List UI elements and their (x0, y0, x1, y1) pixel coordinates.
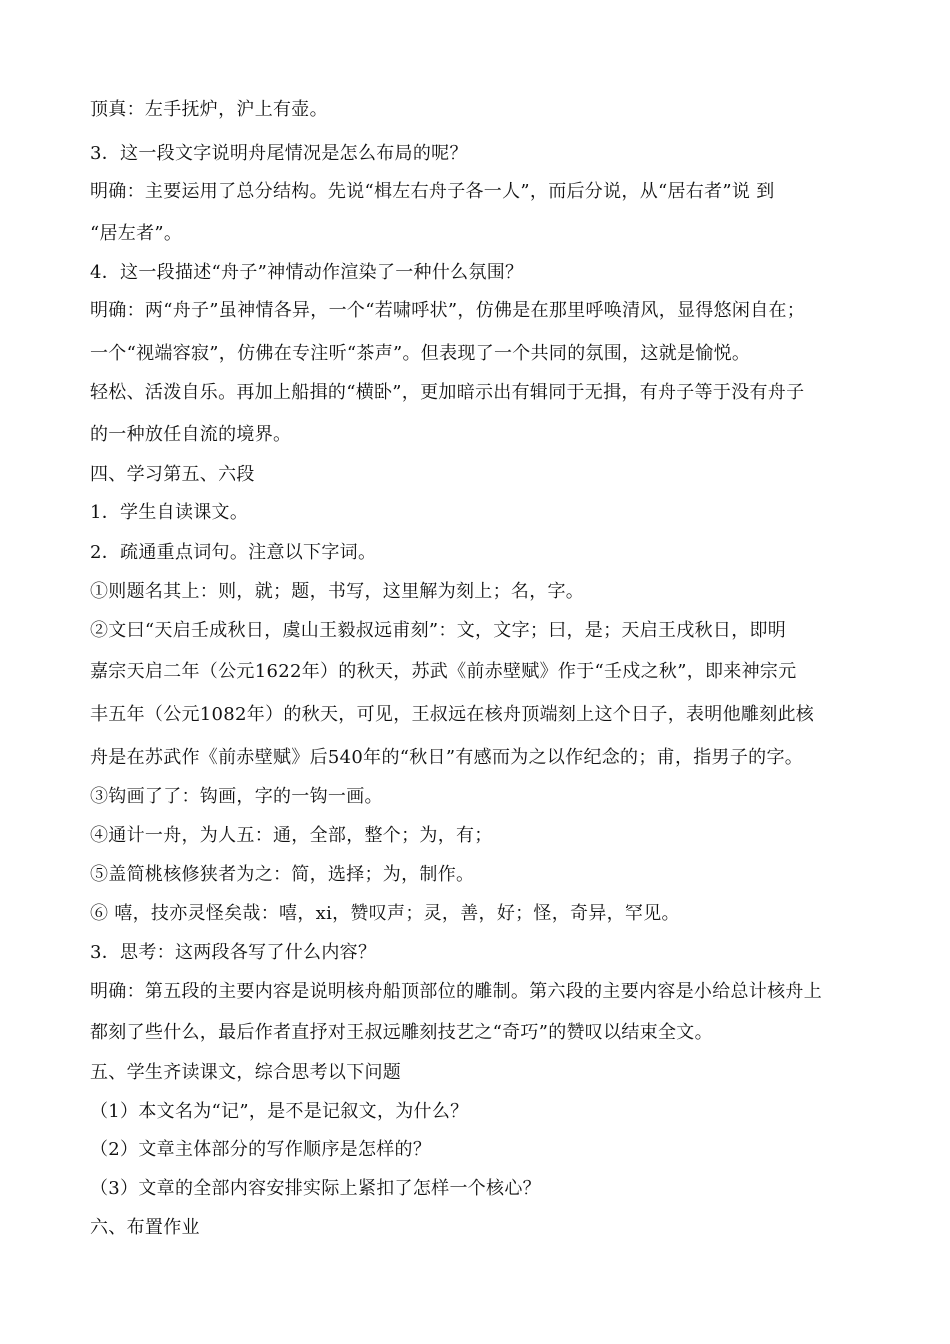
text-line: 2．疏通重点词句。注意以下字词。 (90, 542, 377, 563)
text-line: 一个“视端容寂”，仿佛在专注听“茶声”。但表现了一个共同的氛围，这就是愉悦。 (90, 343, 751, 364)
text-line: ④通计一舟，为人五：通，全部，整个；为，有； (90, 825, 493, 846)
text-line: ⑥ 嘻，技亦灵怪矣哉：嘻，xi，赞叹声；灵，善，好；怪，奇异，罕见。 (90, 903, 680, 924)
section-heading: 六、布置作业 (90, 1217, 200, 1238)
text-line: 丰五年（公元1082年）的秋天，可见，王叔远在核舟顶端刻上这个日子，表明他雕刻此核 (90, 704, 815, 725)
text-line: ⑤盖简桃核修狭者为之：简，选择；为，制作。 (90, 864, 475, 885)
text-line: 嘉宗天启二年（公元1622年）的秋天，苏武《前赤壁赋》作于“壬戍之秋”，即来神宗元 (90, 661, 797, 682)
question-item: （2）文章主体部分的写作顺序是怎样的？ (90, 1139, 432, 1160)
text-line: 1．学生自读课文。 (90, 502, 249, 523)
text-line: 都刻了些什么，最后作者直抒对王叔远雕刻技艺之“奇巧”的赞叹以结束全文。 (90, 1022, 713, 1043)
text-line: 明确：第五段的主要内容是说明核舟船顶部位的雕制。第六段的主要内容是小给总计核舟上 (90, 981, 822, 1002)
text-line: 3．思考：这两段各写了什么内容？ (90, 942, 377, 963)
text-line: 3．这一段文字说明舟尾情况是怎么布局的呢？ (90, 143, 468, 164)
text-line: 的一种放任自流的境界。 (90, 424, 292, 445)
text-line: 4．这一段描述“舟子”神情动作渲染了一种什么氛围？ (90, 262, 524, 283)
text-line: ②文曰“天启壬成秋日，虞山王毅叔远甫刻”：文，文字；曰，是；天启王戌秋日，即明 (90, 620, 787, 641)
text-line: ①则题名其上：则，就；题，书写，这里解为刻上；名，字。 (90, 581, 585, 602)
question-item: （1）本文名为“记”，是不是记叙文，为什么？ (90, 1101, 469, 1122)
text-line: 舟是在苏武作《前赤壁赋》后540年的“秋日”有感而为之以作纪念的；甫，指男子的字。 (90, 747, 804, 768)
section-heading: 四、学习第五、六段 (90, 464, 255, 485)
text-line: “居左者”。 (90, 223, 183, 244)
text-line: 明确：主要运用了总分结构。先说“楫左右舟子各一人”，而后分说，从“居右者”说 到 (90, 181, 775, 202)
text-line: 明确：两“舟子”虽神情各异，一个“若啸呼状”，仿佛是在那里呼唤清风，显得悠闲自在； (90, 300, 806, 321)
text-line: 轻松、活泼自乐。再加上船揖的“横卧”，更加暗示出有辑同于无揖，有舟子等于没有舟子 (90, 382, 805, 403)
question-item: （3）文章的全部内容安排实际上紧扣了怎样一个核心？ (90, 1178, 541, 1199)
text-line: ③钩画了了：钩画，字的一钩一画。 (90, 786, 383, 807)
text-line: 顶真：左手抚炉，沪上有壶。 (90, 99, 328, 120)
section-heading: 五、学生齐读课文，综合思考以下问题 (90, 1062, 402, 1083)
